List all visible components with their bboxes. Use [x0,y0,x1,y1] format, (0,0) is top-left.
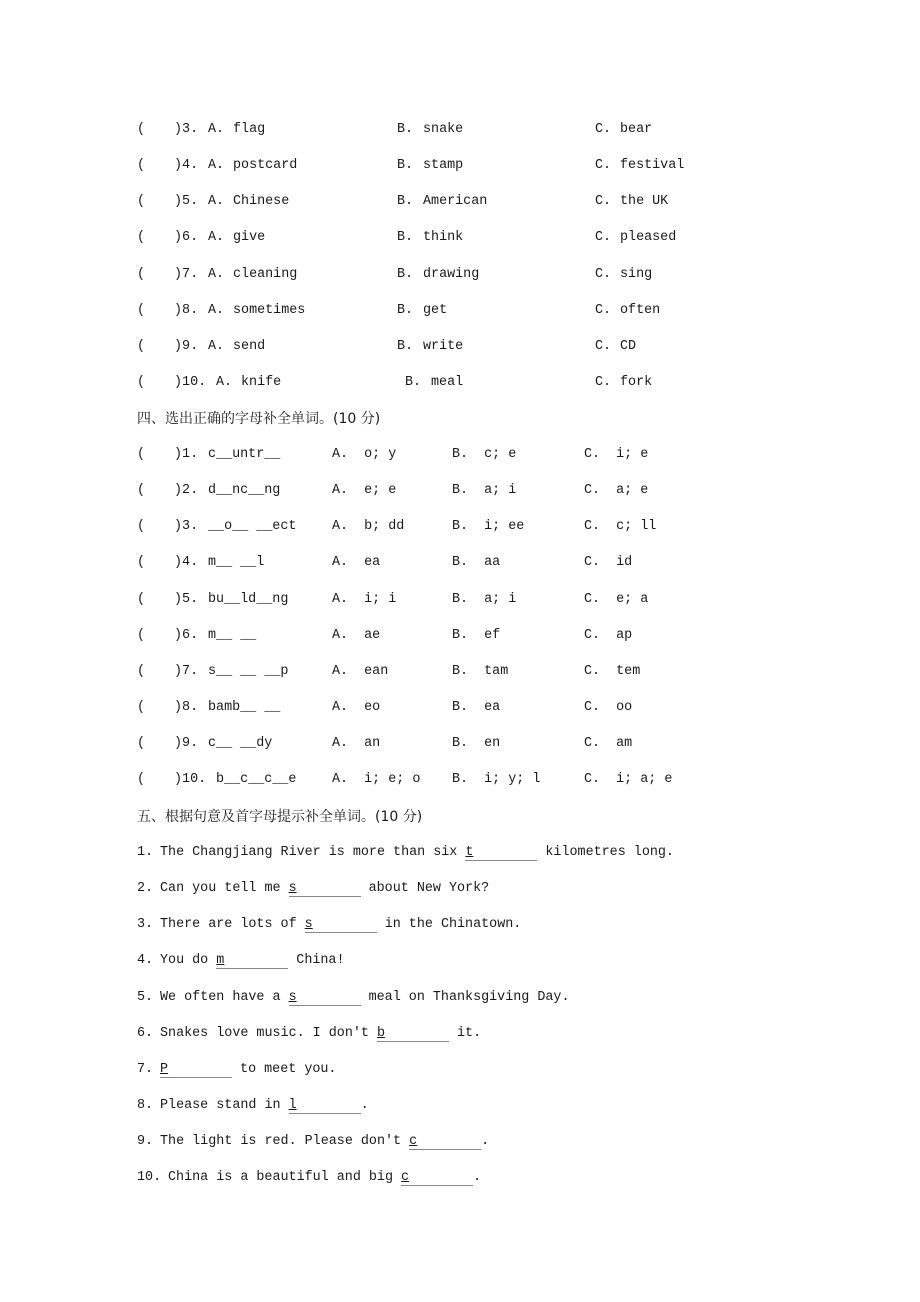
answer-blank[interactable] [465,845,537,861]
answer-blank[interactable] [409,1134,481,1150]
option-a: A. an [332,736,381,752]
question-number: 9. [137,1134,154,1150]
option-c: C. ap [584,627,633,643]
option-c: C. id [584,555,633,571]
question-number: )7. [174,663,199,679]
section-4-title: 四、选出正确的字母补全单词。(10 分) [137,411,381,427]
fill-blank-row [0,843,920,863]
option-c: pleased [620,230,677,246]
choice-question-row [0,373,920,393]
option-a: A. eo [332,700,381,716]
option-b: B. en [452,736,501,752]
option-b: think [423,230,464,246]
answer-paren[interactable]: ( [137,555,146,571]
sentence-before: We often have a [160,989,289,1005]
option-c: C. i; e [584,447,649,462]
option-a-label: A. [208,122,225,137]
sentence-before: The light is red. Please don't [160,1134,410,1150]
option-a: Chinese [233,194,290,210]
sentence-before: Please stand in [160,1098,289,1114]
answer-paren[interactable]: ( [137,302,146,318]
sentence-before: There are lots of [160,917,305,933]
option-a: A. ean [332,663,389,679]
question-number: 2. [137,881,154,897]
question-number: )4. [174,555,199,571]
hint-letter: t [465,845,474,860]
choice-question-row [0,265,920,285]
option-c: the UK [620,194,669,210]
option-b-label: B. [397,266,414,282]
option-b: drawing [423,266,480,282]
sentence-after: China! [288,953,345,969]
sentence-before: Can you tell me [160,881,289,897]
question-number: )4. [174,158,199,174]
option-a-label: A. [208,158,225,174]
question-number: 7. [137,1061,154,1077]
sentence [160,988,570,1008]
answer-blank[interactable] [289,990,361,1006]
question-number: 3. [137,917,154,933]
sentence-after: . [360,1098,369,1114]
sentence-after: . [481,1134,490,1150]
question-number: )10. [174,375,207,391]
hint-letter: l [288,1098,297,1114]
answer-paren[interactable]: ( [137,772,146,788]
question-number: )10. [174,772,207,788]
section-5-title: 五、根据句意及首字母提示补全单词。(10 分) [137,809,423,825]
option-a: A. e; e [332,483,397,499]
fill-blank-row [0,879,920,899]
letter-question-row [0,590,920,610]
option-b: meal [431,375,464,391]
option-b: B. a; i [452,483,517,499]
option-c: bear [620,122,653,137]
answer-paren[interactable]: ( [137,627,146,643]
answer-blank[interactable] [401,1170,473,1186]
option-b: snake [423,122,464,137]
option-c-label: C. [595,122,612,137]
choice-question-row [0,337,920,357]
hint-letter: c [409,1134,418,1150]
question-number: )5. [174,194,199,210]
option-a: A. ea [332,555,381,571]
option-c-label: C. [595,266,612,282]
option-a-label: A. [208,338,225,354]
answer-paren[interactable]: ( [137,158,146,174]
letter-question-row [0,445,920,465]
fill-blank-row [0,915,920,935]
sentence [160,1024,481,1044]
incomplete-word: d__nc__ng [208,483,281,499]
option-c-label: C. [595,375,612,391]
question-number: 6. [137,1025,154,1041]
sentence [160,1060,336,1080]
option-b: American [423,194,488,210]
sentence-before: Snakes love music. I don't [160,1025,377,1041]
incomplete-word: b__c__c__e [216,772,297,788]
choice-question-row [0,228,920,248]
question-number: )2. [174,483,199,499]
option-c-label: C. [595,158,612,174]
letter-question-row [0,481,920,501]
option-a: knife [241,375,282,391]
fill-blank-row [0,1060,920,1080]
answer-paren[interactable]: ( [137,447,146,462]
sentence [160,879,489,899]
fill-blank-row [0,1096,920,1116]
hint-letter: s [288,881,297,897]
option-a: give [233,230,266,246]
sentence [160,951,345,971]
option-b-label: B. [397,158,414,174]
incomplete-word: bamb__ __ [208,700,281,716]
question-number: )5. [174,591,199,607]
hint-letter: c [401,1170,410,1186]
answer-paren[interactable]: ( [137,194,146,210]
option-b: B. ef [452,627,501,643]
option-b-label: B. [397,338,414,354]
answer-paren[interactable]: ( [137,483,146,499]
choice-question-row [0,301,920,321]
sentence-after: to meet you. [232,1061,337,1077]
choice-question-row [0,192,920,212]
option-c: often [620,302,661,318]
sentence-after: it. [448,1025,482,1041]
option-b-label: B. [397,230,414,246]
answer-paren[interactable]: ( [137,266,146,282]
question-number: )7. [174,266,199,282]
option-a-label: A. [208,302,225,318]
question-number: )6. [174,230,199,246]
sentence-after: meal on Thanksgiving Day. [360,989,570,1005]
fill-blank-row [0,1024,920,1044]
question-number: )8. [174,302,199,318]
answer-blank[interactable] [305,917,377,933]
question-number: )3. [174,519,199,535]
sentence-after: . [473,1170,482,1186]
option-a: A. b; dd [332,519,405,535]
option-b: B. i; y; l [452,772,541,788]
option-a-label: A. [208,230,225,246]
option-a: send [233,338,266,354]
hint-letter: m [216,953,225,969]
answer-blank[interactable] [377,1026,449,1042]
option-c: fork [620,375,653,391]
hint-letter: b [376,1025,386,1041]
option-a: postcard [233,158,298,174]
option-b: write [423,338,464,354]
option-c: C. e; a [584,591,649,607]
incomplete-word: m__ __l [208,555,265,571]
incomplete-word: c__ __dy [208,736,273,752]
option-b: B. tam [452,663,509,679]
question-number: )8. [174,700,199,716]
option-b: B. a; i [452,591,517,607]
option-b-label: B. [397,302,414,318]
option-b: stamp [423,158,464,174]
question-number: )9. [174,736,199,752]
option-a: A. i; e; o [332,772,421,788]
sentence-before: China is a beautiful and big [168,1170,402,1186]
incomplete-word: s__ __ __p [208,663,289,679]
incomplete-word: m__ __ [208,627,257,643]
letter-question-row [0,553,920,573]
option-b: get [423,302,448,318]
hint-letter: s [288,989,297,1005]
sentence [160,843,674,863]
answer-blank[interactable] [216,953,288,969]
answer-blank[interactable] [160,1062,232,1078]
answer-paren[interactable]: ( [137,736,146,752]
option-b-label: B. [397,194,414,210]
letter-question-row [0,770,920,790]
choice-question-row [0,120,920,140]
question-number: 5. [137,989,154,1005]
option-a: flag [233,122,266,137]
option-c: CD [620,338,637,354]
option-c-label: C. [595,230,612,246]
question-number: 8. [137,1098,154,1114]
option-c: C. oo [584,700,633,716]
letter-question-row [0,662,920,682]
option-b-label: B. [405,375,422,391]
question-number: 10. [137,1170,162,1186]
option-b: B. aa [452,555,501,571]
answer-paren[interactable]: ( [137,663,146,679]
answer-paren[interactable]: ( [137,338,146,354]
option-b: B. c; e [452,447,517,462]
answer-paren[interactable]: ( [137,230,146,246]
option-b: B. ea [452,700,501,716]
option-c: C. c; ll [584,519,657,535]
option-c: C. i; a; e [584,772,673,788]
hint-letter: s [304,917,313,933]
letter-question-row [0,626,920,646]
answer-blank[interactable] [289,881,361,897]
letter-question-row [0,734,920,754]
choice-question-row [0,156,920,176]
fill-blank-row [0,1168,920,1188]
option-b-label: B. [397,122,414,137]
fill-blank-row [0,1132,920,1152]
sentence-before: The Changjiang River is more than six [160,845,466,860]
incomplete-word: c__untr__ [208,447,281,462]
option-c: C. a; e [584,483,649,499]
option-a: cleaning [233,266,298,282]
sentence-after: about New York? [360,881,490,897]
option-c: C. tem [584,663,641,679]
option-a: sometimes [233,302,306,318]
fill-blank-row [0,951,920,971]
answer-paren[interactable]: ( [137,122,146,137]
option-c: sing [620,266,653,282]
question-number: 1. [137,845,154,860]
sentence [160,1132,489,1152]
sentence-before: You do [160,953,217,969]
option-c-label: C. [595,194,612,210]
sentence [168,1168,481,1188]
incomplete-word: __o__ __ect [208,519,297,535]
question-number: )6. [174,627,199,643]
option-a: A. o; y [332,447,397,462]
option-c: C. am [584,736,633,752]
incomplete-word: bu__ld__ng [208,591,289,607]
sentence [160,1096,369,1116]
option-a-label: A. [216,375,233,391]
option-a-label: A. [208,266,225,282]
option-a: A. i; i [332,591,397,607]
option-c-label: C. [595,338,612,354]
answer-paren[interactable]: ( [137,519,146,535]
question-number: 4. [137,953,154,969]
option-c-label: C. [595,302,612,318]
answer-paren[interactable]: ( [137,591,146,607]
sentence [160,915,521,935]
option-a-label: A. [208,194,225,210]
letter-question-row [0,517,920,537]
sentence-after: in the Chinatown. [376,917,522,933]
sentence-after: kilometres long. [537,845,674,860]
question-number: )9. [174,338,199,354]
letter-question-row [0,698,920,718]
answer-paren[interactable]: ( [137,700,146,716]
fill-blank-row [0,988,920,1008]
option-b: B. i; ee [452,519,525,535]
option-c: festival [620,158,685,174]
answer-paren[interactable]: ( [137,375,146,391]
answer-blank[interactable] [289,1098,361,1114]
question-number: )1. [174,447,199,462]
hint-letter: P [160,1061,169,1077]
question-number: )3. [174,122,199,137]
option-a: A. ae [332,627,381,643]
